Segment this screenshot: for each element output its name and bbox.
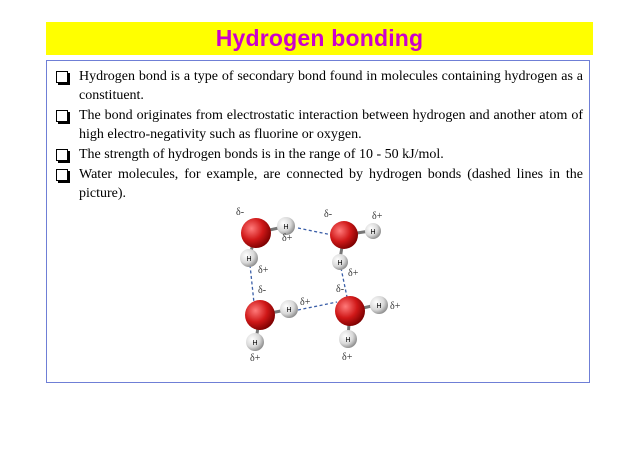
delta-plus-label: δ+ bbox=[342, 352, 353, 363]
hydrogen-atom-label: H bbox=[283, 224, 289, 231]
bullet-list bbox=[55, 67, 583, 204]
hydrogen-atom-label: H bbox=[337, 260, 343, 267]
delta-plus-label: δ+ bbox=[390, 301, 401, 312]
delta-plus-label: δ+ bbox=[348, 268, 359, 279]
bullet-item bbox=[55, 145, 583, 164]
checkbox-bullet-icon bbox=[56, 169, 68, 181]
hydrogen-atom-label: H bbox=[252, 340, 258, 347]
slide-title: Hydrogen bonding bbox=[215, 25, 424, 51]
checkbox-bullet-icon bbox=[56, 71, 68, 83]
water-hydrogen-bond-diagram bbox=[228, 205, 408, 365]
water-molecule bbox=[245, 300, 298, 351]
hydrogen-atom-label: H bbox=[246, 256, 252, 263]
bullet-item bbox=[55, 106, 583, 144]
bullet-text: Hydrogen bond is a type of secondary bond found in molecules containing hydrogen as a constituent. bbox=[79, 69, 583, 103]
delta-plus-label: δ+ bbox=[258, 265, 269, 276]
delta-plus-label: δ+ bbox=[372, 211, 383, 222]
oxygen-atom bbox=[335, 296, 365, 326]
delta-plus-label: δ+ bbox=[282, 233, 293, 244]
hydrogen-atom-label: H bbox=[376, 303, 382, 310]
water-molecule bbox=[335, 296, 388, 348]
bullet-text: The strength of hydrogen bonds is in the range of 10 - 50 kJ/mol. bbox=[79, 147, 444, 162]
bullet-text: Water molecules, for example, are connected by hydrogen bonds (dashed lines in the picture). bbox=[79, 167, 583, 201]
water-molecule bbox=[330, 221, 381, 270]
bullet-text: The bond originates from electrostatic interaction between hydrogen and another atom of high electro-negativity such as fluorine or oxygen. bbox=[79, 108, 583, 142]
oxygen-atom bbox=[245, 300, 275, 330]
hydrogen-atom-label: H bbox=[286, 307, 292, 314]
bullet-item bbox=[55, 165, 583, 203]
delta-plus-label: δ+ bbox=[300, 297, 311, 308]
oxygen-atom bbox=[241, 218, 271, 248]
oxygen-atom bbox=[330, 221, 358, 249]
delta-plus-label: δ+ bbox=[250, 353, 261, 364]
bullet-item bbox=[55, 67, 583, 105]
delta-minus-label: δ- bbox=[324, 209, 333, 220]
checkbox-bullet-icon bbox=[56, 110, 68, 122]
title-bar bbox=[46, 22, 593, 55]
hydrogen-atom-label: H bbox=[345, 337, 351, 344]
delta-minus-label: δ- bbox=[236, 207, 245, 218]
hydrogen-bond-line bbox=[298, 228, 332, 235]
hydrogen-bond-line bbox=[250, 265, 254, 303]
hydrogen-atom-label: H bbox=[370, 229, 376, 236]
delta-minus-label: δ- bbox=[336, 284, 345, 295]
delta-minus-label: δ- bbox=[258, 285, 267, 296]
checkbox-bullet-icon bbox=[56, 149, 68, 161]
